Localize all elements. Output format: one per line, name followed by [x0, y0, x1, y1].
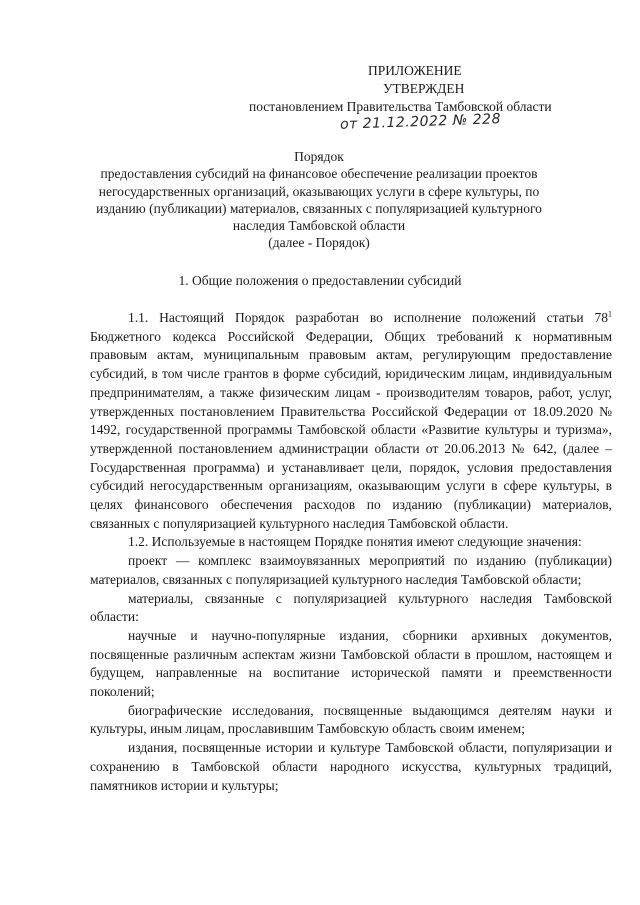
paragraph-1-2: 1.2. Используемые в настоящем Порядке понятия имеют следующие значения:: [128, 534, 582, 550]
title-line: изданию (публикации) материалов, связанных с популяризацией культурного: [96, 200, 542, 216]
document-body: [90, 309, 612, 795]
list-item-editions: издания, посвященные истории и культуре Тамбовской области, популяризации и сохранению в Тамбовской области народного искусства, культурных традиций, памятников истории и культуры;: [90, 740, 612, 793]
title-line: (далее - Порядок): [268, 235, 370, 251]
title-line: предоставления субсидий на финансовое обеспечение реализации проектов: [100, 166, 538, 182]
definition-project: проект — комплекс взаимоувязанных мероприятий по изданию (публикации) материалов, связанных с популяризацией культурного наследия Тамбовской области;: [90, 553, 612, 587]
handwritten-date-number: от 21.12.2022 № 228: [339, 111, 502, 133]
document-title: [84, 148, 554, 252]
approved-label: УТВЕРЖДЕН: [383, 81, 465, 96]
title-heading: Порядок: [294, 149, 344, 164]
list-item-biographic: биографические исследования, посвященные выдающимся деятелям науки и культуры, иным лицам, прославившим Тамбовскую область своим именем;: [90, 702, 612, 737]
section-heading: 1. Общие положения о предоставлении субсидий: [178, 273, 462, 288]
title-line: негосударственных организаций, оказывающих услуги в сфере культуры, по: [98, 183, 540, 199]
superscript: 1: [608, 309, 612, 319]
appendix-label: ПРИЛОЖЕНИЕ: [368, 63, 462, 78]
decree-line: постановлением Правительства Тамбовской области: [249, 99, 552, 114]
title-line: наследия Тамбовской области: [232, 218, 406, 234]
list-item-scientific: научные и научно-популярные издания, сборники архивных документов, посвященные различным аспектам жизни Тамбовской области в прошлом, настоящем и будущем, направленные на воспитание исторической памяти и преемственности поколений;: [90, 627, 612, 700]
definition-materials: материалы, связанные с популяризацией культурного наследия Тамбовской области:: [90, 590, 612, 625]
paragraph-1-1: 1.1. Настоящий Порядок разработан во исполнение положений статьи $78^1$ Бюджетного кодекса Российской Федерации, Общих требований к нормативным правовым актам, муниципальным правовым актам, регулирующим предоставление субсидий, в том числе грантов в форме субсидий, юридическим лицам, индивидуальным предпринимателям, а также физическим лицам - производителям товаров, работ, услуг, утвержденных постановлением Правительства Российской Федерации от 18.09.2020 № 1492, государственной программы Тамбовской области «Развитие культуры и туризма», утвержденной постановлением администрации области от 20.06.2013 № 642, (далее – Государственная программа) и устанавливает цели, порядок, условия предоставления субсидий негосударственным организациям, оказывающим услуги в сфере культуры, в целях финансового обеспечения расходов по изданию (публикации) материалов, связанных с популяризацией культурного наследия Тамбовской области.: [90, 309, 612, 531]
